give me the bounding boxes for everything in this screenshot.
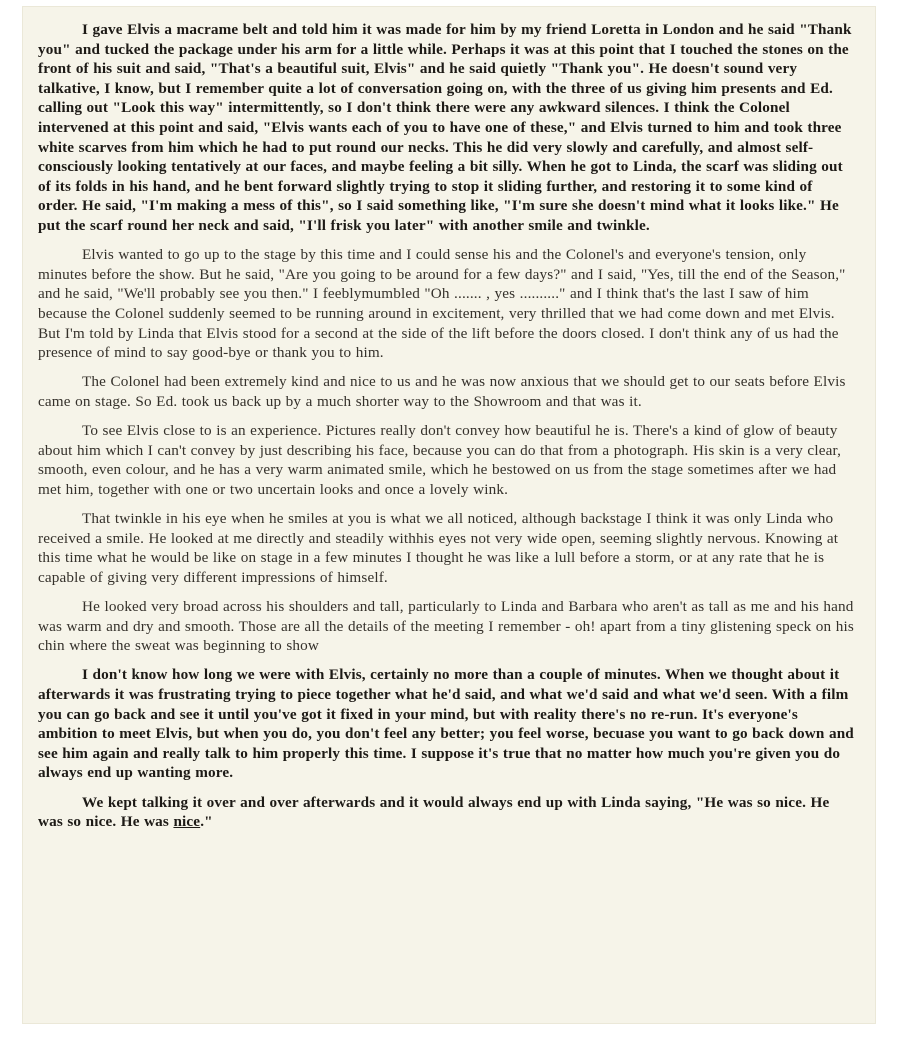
paragraph-8-end: ." <box>200 813 213 831</box>
paragraph-4: To see Elvis close to is an experience. Pictures really don't convey how beautiful he is. There's a kind of glow of beauty about him which I can't convey by just describing his face, because you can do that from a photograph. His skin is a very clear, smooth, even colour, and he has a very warm animated smile, which he bestowed on us from the stage sometimes after we had met him, together with one or two uncertain looks and once a lovely wink. <box>38 422 842 498</box>
page-bottom-margin <box>22 1024 876 1045</box>
paragraph-2: Elvis wanted to go up to the stage by this time and I could sense his and the Colonel's and everyone's tension, only minutes before the show. But he said, "Are you going to be around for a few days?" and I said, "Yes, till the end of the Season," and he said, "We'll probably see you then." I feeblymumbled "Oh ....... , yes .........." and I think that's the last I saw of him because the Colonel suddenly seemed to be running around in excitement, very thrilled that we had come down and met Elvis. But I'm told by Linda that Elvis stood for a second at the side of the lift before the doors closed. I don't think any of us had the presence of mind to say good-bye or thank you to him. <box>38 246 846 362</box>
paragraph-1: I gave Elvis a macrame belt and told him it was made for him by my friend Loretta in London and he said "Thank you" and tucked the package under his arm for a little while. Perhaps it was at this point that I touched the stones on the front of his suit and said, "That's a beautiful suit, Elvis" and he said quietly "Thank you". He doesn't sound very talkative, I know, but I remember quite a lot of conversation going on, with the three of us giving him presents and Ed. calling out "Look this way" intermittently, so I don't think there were any awkward silences. I think the Colonel intervened at this point and said, "Elvis wants each of you to have one of these," and Elvis turned to him and took three white scarves from him which he had to put round our necks. This he did very slowly and carefully, and almost self-consciously looking tentatively at our faces, and maybe feeling a bit silly. When he got to Linda, the scarf was sliding out of its folds in his hand, and he bent forward slightly trying to stop it sliding further, and restoring it to some kind of order. He said, "I'm making a mess of this", so I said something like, "I'm sure she doesn't mind what it looks like." He put the scarf round her neck and said, "I'll frisk you later" with another smile and twinkle. <box>38 21 852 234</box>
paragraph-3: The Colonel had been extremely kind and nice to us and he was now anxious that we should get to our seats before Elvis came on stage. So Ed. took us back up by a much shorter way to the Showroom and that was it. <box>38 373 846 410</box>
paragraph-8 <box>38 793 856 832</box>
paragraph-8-start: We kept talking it over and over afterwards and it would always end up with Linda saying, "He was so nice. He was so nice. He was <box>38 793 830 831</box>
paragraph-7: I don't know how long we were with Elvis, certainly no more than a couple of minutes. When we thought about it afterwards it was frustrating trying to piece together what he'd said, and what we'd said and what we'd seen. With a film you can go back and see it until you've got it fixed in your mind, but with reality there's no re-run. It's everyone's ambition to meet Elvis, but when you do, you don't feel any better; you feel worse, becuase you want to go back down and see him again and really talk to him properly this time. I suppose it's true that no matter how much you're given you do always end up wanting more. <box>38 666 854 782</box>
paragraph-5: That twinkle in his eye when he smiles at you is what we all noticed, although backstage I think it was only Linda who received a smile. He looked at me directly and steadily withhis eyes not very wide open, seeming slightly nervous. Knowing at this time what he would be like on stage in a few minutes I thought he was like a lull before a storm, or at any rate that he is capable of giving very different impressions of himself. <box>38 510 839 586</box>
paragraph-6: He looked very broad across his shoulders and tall, particularly to Linda and Barbara who aren't as tall as me and his hand was warm and dry and smooth. Those are all the details of the meeting I remember - oh! apart from a tiny glistening speck on his chin where the sweat was beginning to show <box>38 598 854 655</box>
typed-page <box>22 6 876 1024</box>
document-body <box>38 20 856 841</box>
underlined-word: nice <box>173 813 201 831</box>
